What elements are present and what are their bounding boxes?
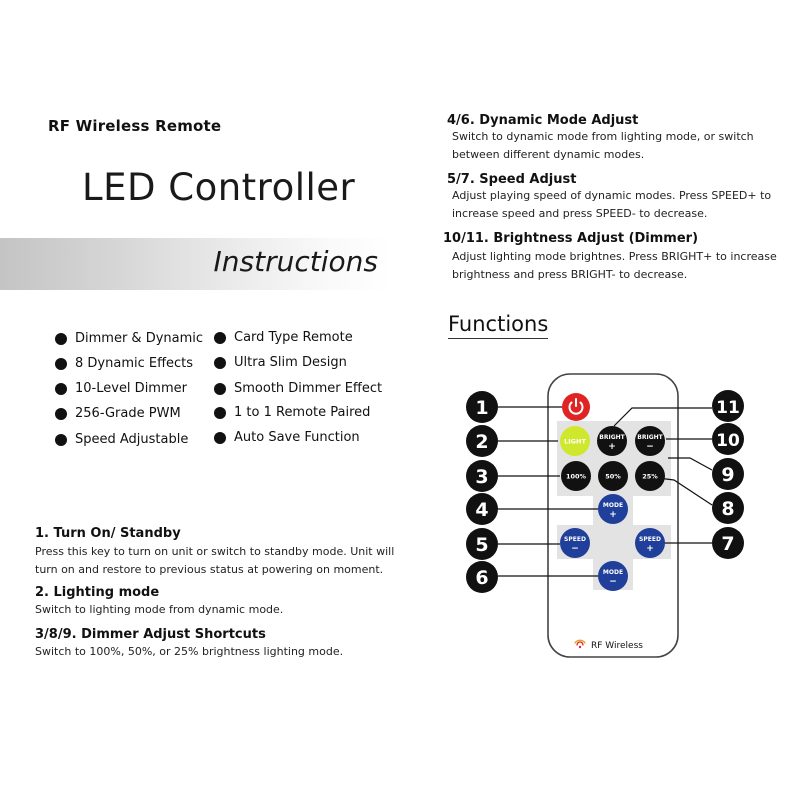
mode-plus-label: MODE	[602, 502, 624, 509]
callout-number: 10	[716, 431, 740, 451]
feature-item: 10-Level Dimmer	[55, 381, 187, 396]
minus-sign: −	[571, 544, 579, 554]
dim-100-label: 100%	[565, 472, 587, 481]
section-heading: 4/6. Dynamic Mode Adjust	[447, 113, 639, 128]
dim-25-button[interactable]	[635, 461, 665, 491]
bright-minus-label: BRIGHT	[637, 434, 663, 441]
feature-item: 256-Grade PWM	[55, 406, 181, 421]
callout-number: 2	[475, 431, 489, 453]
section-heading: 10/11. Brightness Adjust (Dimmer)	[443, 231, 699, 246]
section-heading: 3/8/9. Dimmer Adjust Shortcuts	[35, 627, 266, 642]
light-key-label: LIGHT	[564, 437, 586, 446]
feature-item: 1 to 1 Remote Paired	[214, 405, 370, 420]
section-heading: 2. Lighting mode	[35, 585, 160, 600]
callout-number: 6	[475, 567, 489, 589]
bright-plus-label: BRIGHT	[599, 434, 625, 441]
mode-minus-button[interactable]	[598, 561, 628, 591]
dim-50-button[interactable]	[598, 461, 628, 491]
functions-heading: Functions	[448, 312, 548, 339]
feature-item: Speed Adjustable	[55, 432, 188, 447]
mode-plus-button[interactable]	[598, 494, 628, 524]
section-text: Press this key to turn on unit or switch to standby mode. Unit will	[35, 545, 395, 558]
feature-item: Dimmer & Dynamic	[55, 331, 203, 346]
minus-sign: −	[609, 577, 617, 587]
subtitle: RF Wireless Remote	[48, 117, 222, 135]
bright-minus-button[interactable]	[635, 426, 665, 456]
plus-sign: +	[646, 544, 654, 554]
callout-number: 7	[721, 533, 735, 555]
plus-sign: +	[609, 510, 617, 520]
light-button[interactable]	[560, 426, 590, 456]
section-text: brightness and press BRIGHT- to decrease.	[452, 268, 688, 281]
section-heading: 1. Turn On/ Standby	[35, 526, 181, 541]
mode-minus-label: MODE	[602, 569, 624, 576]
minus-sign: −	[646, 442, 654, 452]
section-text: between different dynamic modes.	[452, 148, 645, 161]
dim-100-button[interactable]	[561, 461, 591, 491]
section-text: Adjust playing speed of dynamic modes. Press SPEED+ to	[452, 189, 772, 202]
speed-plus-label: SPEED	[639, 536, 661, 543]
section-text: Switch to 100%, 50%, or 25% brightness lighting mode.	[35, 645, 344, 658]
page-title: LED Controller	[82, 166, 356, 209]
feature-item: 8 Dynamic Effects	[55, 356, 193, 371]
dim-50-label: 50%	[605, 472, 621, 481]
speed-minus-button[interactable]	[560, 528, 590, 558]
section-text: Switch to dynamic mode from lighting mode, or switch	[452, 130, 754, 143]
callout-number: 3	[475, 466, 489, 488]
callout-number: 1	[475, 397, 489, 419]
section-text: turn on and restore to previous status at powering on moment.	[35, 563, 384, 576]
section-text: increase speed and press SPEED- to decrease.	[452, 207, 708, 220]
callout-number: 4	[475, 499, 489, 521]
callout-number: 11	[716, 398, 740, 418]
plus-sign: +	[608, 442, 616, 452]
callout-number: 5	[475, 534, 489, 556]
feature-item: Smooth Dimmer Effect	[214, 381, 382, 396]
dim-25-label: 25%	[642, 472, 658, 481]
instructions-heading: Instructions	[213, 245, 378, 278]
section-heading: 5/7. Speed Adjust	[447, 172, 577, 187]
feature-item: Ultra Slim Design	[214, 355, 347, 370]
speed-minus-label: SPEED	[564, 536, 586, 543]
bright-plus-button[interactable]	[597, 426, 627, 456]
callout-number: 8	[721, 498, 735, 520]
section-text: Switch to lighting mode from dynamic mode.	[35, 603, 284, 616]
callout-number: 9	[721, 464, 735, 486]
speed-plus-button[interactable]	[635, 528, 665, 558]
section-text: Adjust lighting mode brightnes. Press BRIGHT+ to increase	[452, 250, 777, 263]
feature-item: Card Type Remote	[214, 330, 353, 345]
feature-item: Auto Save Function	[214, 430, 360, 445]
rf-wireless-label: RF Wireless	[591, 641, 643, 651]
